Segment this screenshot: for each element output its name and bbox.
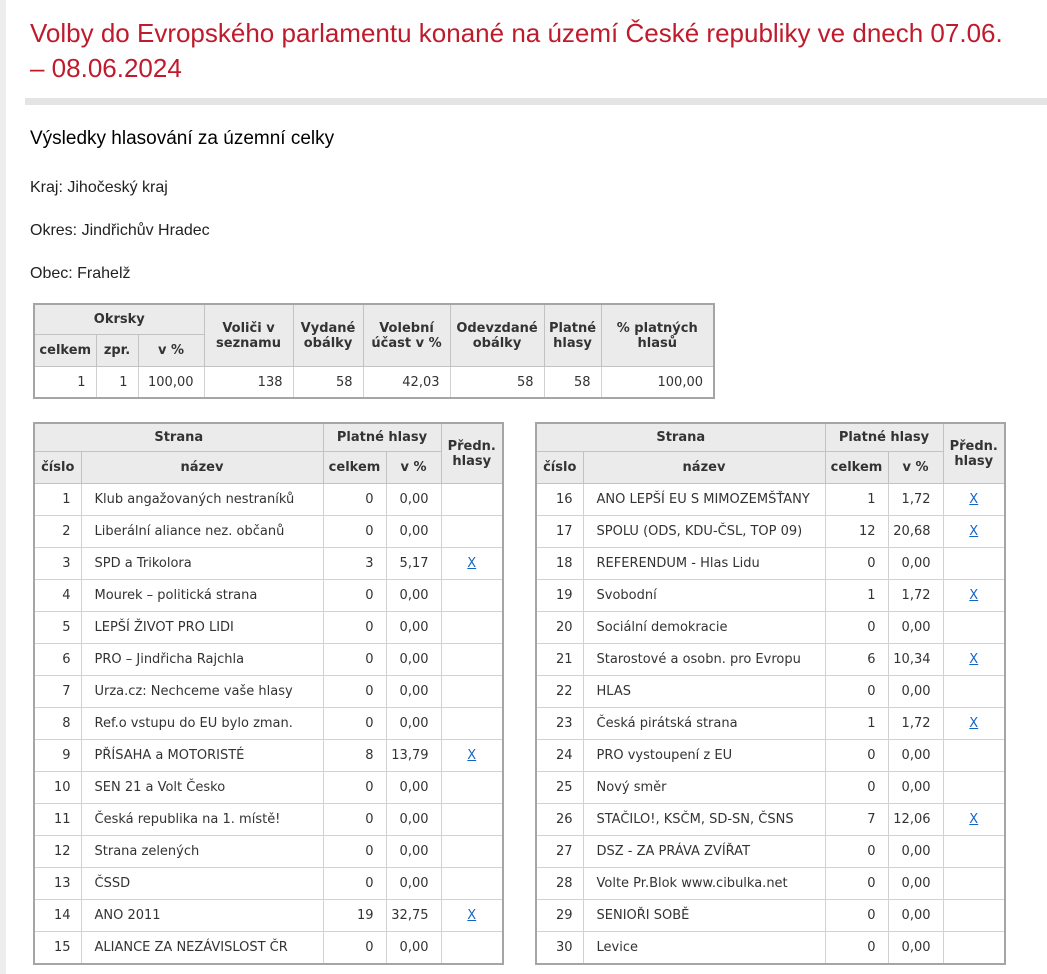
- party-votes-total: 8: [323, 740, 386, 772]
- party-votes-pct: 0,00: [888, 772, 943, 804]
- party-row: [34, 772, 503, 804]
- party-votes-pct: 0,00: [386, 484, 441, 516]
- region-line-okres: [30, 221, 1047, 241]
- party-table-right: [535, 422, 1006, 965]
- pref-votes-link[interactable]: X: [969, 652, 979, 667]
- content-area: [6, 0, 1047, 974]
- party-name: ČSSD: [81, 868, 323, 900]
- party-votes-pct: 20,68: [888, 516, 943, 548]
- party-number: 25: [536, 772, 583, 804]
- party-pref-cell: [441, 644, 503, 676]
- pref-votes-link[interactable]: X: [969, 492, 979, 507]
- party-name: ALIANCE ZA NEZÁVISLOST ČR: [81, 932, 323, 965]
- summary-okrsky-zpr: 1: [96, 367, 138, 399]
- pref-votes-link[interactable]: X: [467, 556, 477, 571]
- pref-votes-link[interactable]: X: [969, 588, 979, 603]
- party-pref-cell: [441, 580, 503, 612]
- party-votes-total: 12: [825, 516, 888, 548]
- party-votes-total: 1: [825, 580, 888, 612]
- region-value: Jihočeský kraj: [67, 179, 168, 196]
- party-name: PRO vystoupení z EU: [583, 740, 825, 772]
- party-pref-cell: [943, 868, 1005, 900]
- region-label: Kraj:: [30, 179, 63, 196]
- party-row: [536, 644, 1005, 676]
- summary-platne-hlasy: 58: [544, 367, 601, 399]
- summary-table: [33, 303, 715, 399]
- party-votes-total: 0: [825, 676, 888, 708]
- party-pref-cell: [943, 548, 1005, 580]
- party-number: 11: [34, 804, 81, 836]
- party-number: 24: [536, 740, 583, 772]
- party-votes-total: 6: [825, 644, 888, 676]
- party-pref-cell: [441, 612, 503, 644]
- party-number: 13: [34, 868, 81, 900]
- party-name: SPOLU (ODS, KDU-ČSL, TOP 09): [583, 516, 825, 548]
- party-row: [34, 740, 503, 772]
- party-name: DSZ - ZA PRÁVA ZVÍŘAT: [583, 836, 825, 868]
- party-votes-pct: 0,00: [888, 676, 943, 708]
- party-pref-cell: [943, 612, 1005, 644]
- party-pref-cell: [943, 708, 1005, 740]
- summary-ucast: 42,03: [363, 367, 450, 399]
- party-votes-pct: 0,00: [386, 836, 441, 868]
- party-votes-total: 0: [825, 548, 888, 580]
- party-votes-pct: 0,00: [386, 580, 441, 612]
- summary-odevzdane-obalky: 58: [450, 367, 544, 399]
- party-pref-cell: [441, 932, 503, 965]
- party-name: Svobodní: [583, 580, 825, 612]
- party-row: [34, 516, 503, 548]
- party-pref-cell: [441, 676, 503, 708]
- party-name: PŘÍSAHA a MOTORISTÉ: [81, 740, 323, 772]
- party-name: LEPŠÍ ŽIVOT PRO LIDI: [81, 612, 323, 644]
- party-number: 19: [536, 580, 583, 612]
- party-votes-pct: 32,75: [386, 900, 441, 932]
- party-number: 7: [34, 676, 81, 708]
- party-votes-pct: 1,72: [888, 580, 943, 612]
- party-number: 1: [34, 484, 81, 516]
- party-row: [34, 708, 503, 740]
- party-pref-cell: [441, 484, 503, 516]
- party-name: HLAS: [583, 676, 825, 708]
- region-line-kraj: [30, 178, 1047, 198]
- party-pref-cell: [943, 484, 1005, 516]
- party-pref-cell: [441, 772, 503, 804]
- party-votes-total: 3: [323, 548, 386, 580]
- party-number: 5: [34, 612, 81, 644]
- summary-pct-platnych: 100,00: [601, 367, 714, 399]
- party-name: Klub angažovaných nestraníků: [81, 484, 323, 516]
- party-row: [536, 708, 1005, 740]
- party-number: 8: [34, 708, 81, 740]
- party-name: Ref.o vstupu do EU bylo zman.: [81, 708, 323, 740]
- party-votes-pct: 0,00: [888, 548, 943, 580]
- party-number: 6: [34, 644, 81, 676]
- party-votes-total: 0: [323, 676, 386, 708]
- region-line-obec: [30, 264, 1047, 284]
- party-row: [34, 676, 503, 708]
- col-header-predn-hlasy: Předn. hlasy: [943, 423, 1005, 484]
- party-votes-pct: 0,00: [386, 516, 441, 548]
- party-row: [536, 484, 1005, 516]
- party-pref-cell: [943, 644, 1005, 676]
- party-votes-total: 0: [825, 932, 888, 965]
- section-title: Výsledky hlasování za územní celky: [30, 128, 335, 149]
- party-name: SEN 21 a Volt Česko: [81, 772, 323, 804]
- col-header-odevzdane-obalky: Odevzdané obálky: [450, 304, 544, 367]
- party-name: PRO – Jindřicha Rajchla: [81, 644, 323, 676]
- party-number: 30: [536, 932, 583, 965]
- party-votes-total: 0: [323, 612, 386, 644]
- party-name: Česká pirátská strana: [583, 708, 825, 740]
- party-pref-cell: [943, 932, 1005, 965]
- pref-votes-link[interactable]: X: [969, 812, 979, 827]
- summary-volici: 138: [204, 367, 293, 399]
- party-pref-cell: [943, 900, 1005, 932]
- summary-okrsky-celkem: 1: [34, 367, 96, 399]
- col-header-strana: Strana: [34, 423, 323, 452]
- region-value: Frahelž: [77, 265, 131, 282]
- party-row: [536, 836, 1005, 868]
- party-votes-pct: 0,00: [386, 772, 441, 804]
- col-header-nazev: název: [583, 452, 825, 484]
- party-name: SENIOŘI SOBĚ: [583, 900, 825, 932]
- party-number: 26: [536, 804, 583, 836]
- party-name: SPD a Trikolora: [81, 548, 323, 580]
- party-row: [536, 612, 1005, 644]
- party-number: 18: [536, 548, 583, 580]
- party-votes-total: 0: [323, 836, 386, 868]
- party-votes-total: 0: [825, 740, 888, 772]
- party-votes-pct: 0,00: [386, 612, 441, 644]
- summary-vydane-obalky: 58: [293, 367, 363, 399]
- party-pref-cell: [441, 868, 503, 900]
- party-votes-pct: 0,00: [386, 932, 441, 965]
- party-number: 9: [34, 740, 81, 772]
- party-name: Nový směr: [583, 772, 825, 804]
- pref-votes-link[interactable]: X: [969, 716, 979, 731]
- party-row: [536, 548, 1005, 580]
- party-votes-pct: 0,00: [888, 868, 943, 900]
- party-pref-cell: [943, 580, 1005, 612]
- party-votes-pct: 0,00: [386, 676, 441, 708]
- col-header-celkem: celkem: [323, 452, 386, 484]
- col-header-platne-hlasy: Platné hlasy: [323, 423, 441, 452]
- party-votes-total: 0: [825, 772, 888, 804]
- party-name: Liberální aliance nez. občanů: [81, 516, 323, 548]
- col-header-ucast: Volební účast v %: [363, 304, 450, 367]
- party-votes-pct: 10,34: [888, 644, 943, 676]
- party-number: 29: [536, 900, 583, 932]
- party-votes-total: 0: [323, 516, 386, 548]
- party-row: [34, 548, 503, 580]
- pref-votes-link[interactable]: X: [467, 908, 477, 923]
- party-pref-cell: [441, 548, 503, 580]
- party-votes-total: 7: [825, 804, 888, 836]
- party-row: [34, 804, 503, 836]
- col-header-cislo: číslo: [34, 452, 81, 484]
- pref-votes-link[interactable]: X: [467, 748, 477, 763]
- party-row: [536, 772, 1005, 804]
- party-votes-total: 0: [323, 580, 386, 612]
- party-votes-pct: 0,00: [386, 804, 441, 836]
- party-name: Levice: [583, 932, 825, 965]
- party-pref-cell: [441, 836, 503, 868]
- party-number: 17: [536, 516, 583, 548]
- col-header-pct-platnych: % platných hlasů: [601, 304, 714, 367]
- party-row: [536, 932, 1005, 965]
- party-row: [34, 900, 503, 932]
- party-number: 28: [536, 868, 583, 900]
- page-title: Volby do Evropského parlamentu konané na území České republiky ve dnech 07.06. – 08.06.2024: [30, 18, 1003, 83]
- party-votes-pct: 0,00: [386, 644, 441, 676]
- party-number: 20: [536, 612, 583, 644]
- party-pref-cell: [943, 740, 1005, 772]
- party-pref-cell: [441, 708, 503, 740]
- party-name: ANO LEPŠÍ EU S MIMOZEMŠŤANY: [583, 484, 825, 516]
- party-pref-cell: [441, 900, 503, 932]
- party-table-left: [33, 422, 504, 965]
- party-name: Volte Pr.Blok www.cibulka.net: [583, 868, 825, 900]
- party-pref-cell: [943, 516, 1005, 548]
- party-votes-total: 0: [825, 868, 888, 900]
- party-number: 3: [34, 548, 81, 580]
- col-header-v-pct: v %: [888, 452, 943, 484]
- col-header-cislo: číslo: [536, 452, 583, 484]
- party-name: Mourek – politická strana: [81, 580, 323, 612]
- col-header-okrsky: Okrsky: [34, 304, 204, 335]
- party-row: [34, 868, 503, 900]
- col-header-strana: Strana: [536, 423, 825, 452]
- col-header-celkem: celkem: [825, 452, 888, 484]
- party-votes-pct: 0,00: [888, 932, 943, 965]
- party-row: [536, 740, 1005, 772]
- party-pref-cell: [943, 772, 1005, 804]
- party-row: [536, 804, 1005, 836]
- region-label: Obec:: [30, 265, 73, 282]
- col-header-platne-hlasy: Platné hlasy: [825, 423, 943, 452]
- party-votes-pct: 0,00: [386, 868, 441, 900]
- party-votes-total: 0: [323, 644, 386, 676]
- party-row: [536, 516, 1005, 548]
- party-number: 27: [536, 836, 583, 868]
- party-votes-pct: 0,00: [888, 836, 943, 868]
- party-number: 15: [34, 932, 81, 965]
- party-pref-cell: [441, 740, 503, 772]
- party-votes-total: 0: [825, 900, 888, 932]
- title-divider: [25, 98, 1047, 105]
- party-votes-total: 0: [323, 772, 386, 804]
- summary-row: [34, 367, 714, 399]
- party-votes-pct: 13,79: [386, 740, 441, 772]
- party-votes-total: 1: [825, 484, 888, 516]
- party-votes-total: 0: [323, 484, 386, 516]
- party-votes-total: 19: [323, 900, 386, 932]
- party-tables-container: [33, 422, 1047, 965]
- party-name: Strana zelených: [81, 836, 323, 868]
- party-number: 16: [536, 484, 583, 516]
- party-row: [34, 612, 503, 644]
- party-votes-total: 0: [323, 868, 386, 900]
- party-pref-cell: [943, 676, 1005, 708]
- party-votes-pct: 1,72: [888, 484, 943, 516]
- col-header-vydane-obalky: Vydané obálky: [293, 304, 363, 367]
- party-votes-pct: 0,00: [888, 612, 943, 644]
- party-name: Urza.cz: Nechceme vaše hlasy: [81, 676, 323, 708]
- party-row: [536, 676, 1005, 708]
- party-number: 23: [536, 708, 583, 740]
- party-votes-pct: 5,17: [386, 548, 441, 580]
- party-row: [536, 900, 1005, 932]
- party-row: [34, 932, 503, 965]
- party-votes-total: 1: [825, 708, 888, 740]
- col-header-predn-hlasy: Předn. hlasy: [441, 423, 503, 484]
- party-name: ANO 2011: [81, 900, 323, 932]
- party-votes-total: 0: [323, 708, 386, 740]
- party-number: 14: [34, 900, 81, 932]
- party-votes-pct: 12,06: [888, 804, 943, 836]
- party-votes-total: 0: [323, 932, 386, 965]
- party-number: 10: [34, 772, 81, 804]
- region-label: Okres:: [30, 222, 78, 239]
- party-pref-cell: [943, 836, 1005, 868]
- party-name: Česká republika na 1. místě!: [81, 804, 323, 836]
- party-votes-pct: 0,00: [888, 740, 943, 772]
- col-header-v-pct: v %: [138, 335, 204, 367]
- party-votes-pct: 0,00: [386, 708, 441, 740]
- party-row: [536, 868, 1005, 900]
- col-header-zpr: zpr.: [96, 335, 138, 367]
- col-header-volici: Voliči v seznamu: [204, 304, 293, 367]
- party-votes-pct: 1,72: [888, 708, 943, 740]
- party-pref-cell: [943, 804, 1005, 836]
- party-number: 12: [34, 836, 81, 868]
- party-pref-cell: [441, 516, 503, 548]
- col-header-v-pct: v %: [386, 452, 441, 484]
- party-votes-total: 0: [825, 836, 888, 868]
- party-row: [34, 580, 503, 612]
- party-name: Sociální demokracie: [583, 612, 825, 644]
- party-row: [34, 644, 503, 676]
- summary-okrsky-pct: 100,00: [138, 367, 204, 399]
- party-name: STAČILO!, KSČM, SD-SN, ČSNS: [583, 804, 825, 836]
- party-number: 2: [34, 516, 81, 548]
- pref-votes-link[interactable]: X: [969, 524, 979, 539]
- col-header-celkem: celkem: [34, 335, 96, 367]
- party-votes-pct: 0,00: [888, 900, 943, 932]
- region-value: Jindřichův Hradec: [81, 222, 210, 239]
- party-name: Starostové a osobn. pro Evropu: [583, 644, 825, 676]
- party-row: [536, 580, 1005, 612]
- party-number: 22: [536, 676, 583, 708]
- party-votes-total: 0: [323, 804, 386, 836]
- col-header-platne-hlasy: Platné hlasy: [544, 304, 601, 367]
- party-row: [34, 836, 503, 868]
- party-votes-total: 0: [825, 612, 888, 644]
- party-pref-cell: [441, 804, 503, 836]
- party-number: 4: [34, 580, 81, 612]
- party-name: REFERENDUM - Hlas Lidu: [583, 548, 825, 580]
- party-row: [34, 484, 503, 516]
- party-number: 21: [536, 644, 583, 676]
- col-header-nazev: název: [81, 452, 323, 484]
